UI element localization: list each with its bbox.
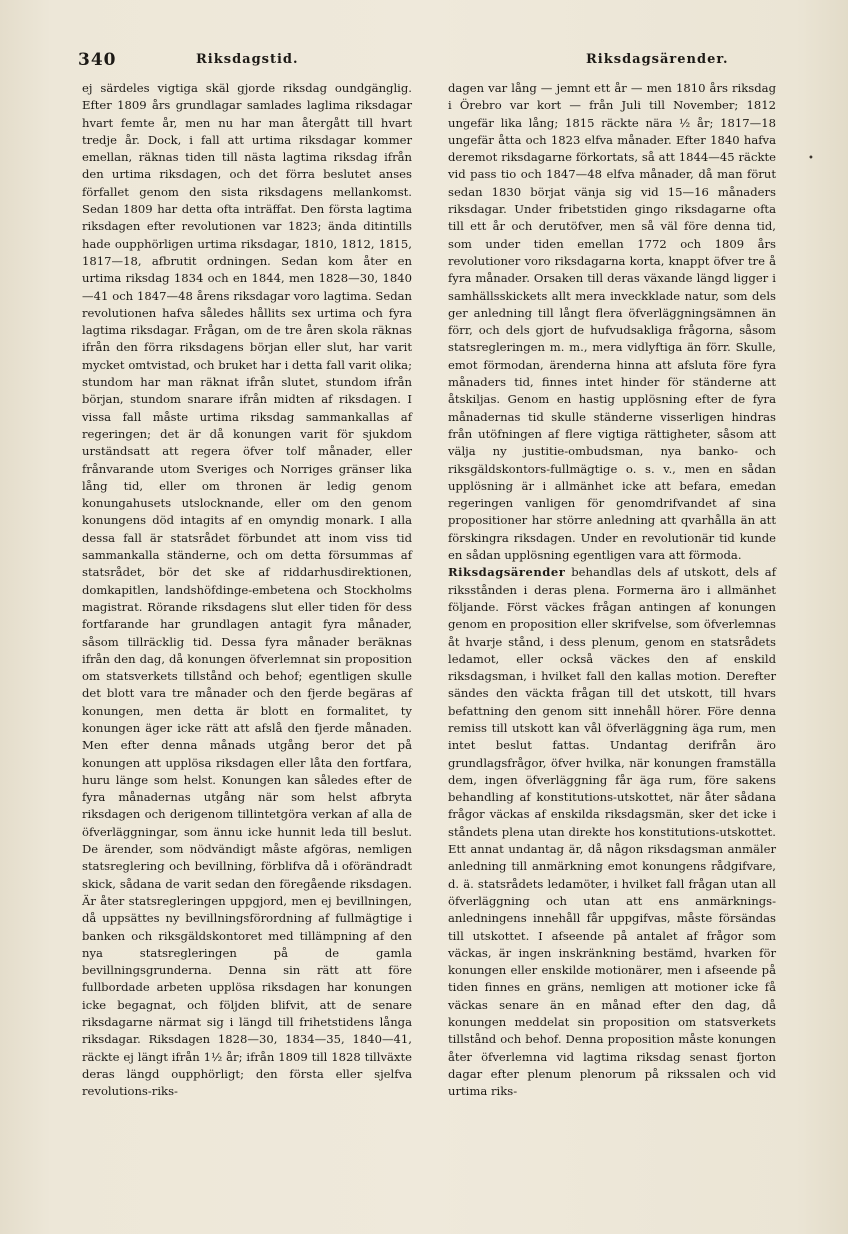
right-column-text-1: dagen var lång — jemnt ett år — men 1810 års riksdag i Örebro var kort — från Juli till November; 1812 ungefär lika lång; 1815 räckte nära ½ år; 1817—18 ungefär åtta och 1823 elfva månader. Efter 1840 hafva deremot riksdagarne förkortats, så att 1844—45 räckte vid pass tio och 1847—48 elfva månader, då man förut sedan 1830 börjat vänja sig vid 15—16 månaders riksdagar. Under fribetstiden gingo riksdagarne ofta till ett år och derutöfver, men så väl före denna tid, som under tiden emellan 1772 och 1809 års revolutioner voro riksdagarna korta, knappt öfver tre å fyra månader. Orsaken till deras växande längd ligger i samhällsskickets allt mera inveckklade natur, som dels ger anledning till långt flera öfverläggningsämnen än förr, och dels gjort de hufvudsakliga frågorna, såsom statsregleringen m. m., mera vidlyftiga än förr. Skulle, emot förmodan, ärenderna hinna att afsluta före fyra månaders tid, finnes intet hinder för ständerne att åtskiljas. Genom en hastig upplösning efter de fyra månadernas tid skulle ständerne visserligen hindras från utöfningen af flere vigtiga rättigheter, såsom att välja ny justitie-ombudsman, nya banko- och riksgäldskontors-fullmägtige o. s. v., men en sådan upplösning är i allmänhet icke att befara, emedan regeringen vanligen för genomdrifvandet af sina propositioner har större anledning att qvarhålla än att förskingra riksdagen. Under en revolutionär tid kunde en sådan upplösning egentligen vara att förmoda.	[448, 81, 776, 563]
left-column	[82, 80, 412, 1101]
left-column-text: ej särdeles vigtiga skäl gjorde riksdag oundgänglig. Efter 1809 års grundlagar samlades laglima riksdagar hvart femte år, men nu har man återgått till hvart tredje år. Dock, i fall att urtima riksdagar kommer emellan, räknas tiden till nästa lagtima riksdag ifrån den urtima riksdagen, och det förra beslutet anses förfallet genom den sista riksdagens mellankomst. Sedan 1809 har detta ofta inträffat. Den första lagtima riksdagen efter revolutionen var 1823; ända ditintills hade oupphörligen urtima riksdagar, 1810, 1812, 1815, 1817—18, afbrutit ordningen. Sedan kom åter en urtima riksdag 1834 och en 1844, men 1828—30, 1840—41 och 1847—48 årens riksdagar voro lagtima. Sedan revolutionen hafva således hållits sex urtima och fyra lagtima riksdagar. Frågan, om de tre åren skola räknas ifrån den förra riksdagens början eller slut, har varit mycket omtvistad, och bruket har i detta fall varit olika; stundom har man räknat ifrån slutet, stundom ifrån början, stundom snarare ifrån midten af riksdagen. I vissa fall måste urtima riksdag sammankallas af regeringen; det är då konungen varit för sjukdom urständsatt att regera öfver tolf månader, eller frånvarande utom Sveriges och Norriges gränser lika lång tid, eller om thronen är ledig genom konungahusets utslocknande, eller om den genom konungens död intagits af en omyndig monark. I alla dessa fall är statsrådet förbundet att inom viss tid sammankalla ständerne, och om detta försummas af statsrådet, bör det ske af riddarhusdirektionen, domkapitlen, landshöfdinge-embetena och Stockholms magistrat. Rörande riksdagens slut eller tiden för dess fortfarande har grundlagen antagit fyra månader, såsom tillräcklig tid. Dessa fyra månader beräknas ifrån den dag, då konungen öfverlemnat sin proposition om statsverkets tillstånd och behof; egentligen skulle det blott vara tre månader och den fjerde begäras af konungen, men detta är blott en formalitet, ty konungen äger icke rätt att afslå den fjerde månaden. Men efter denna månads utgång beror det på konungen att upplösa riksdagen eller låta den fortfara, huru länge som helst. Konungen kan således efter de fyra månadernas utgång när som helst afbryta riksdagen och derigenom tillintetgöra verkan af alla de öfverläggningar, som ännu icke hunnit leda till beslut. De ärender, som nödvändigt måste afgöras, nemligen statsreglering och bevillning, förblifva då i oförändradt skick, sådana de varit sedan den föregående riksdagen. Är åter statsregleringen uppgjord, men ej bevillningen, då uppsättes ny bevillningsförordning af fullmägtige i banken och riksgäldskontoret med tillämpning af den nya statsregleringen på de gamla bevillningsgrunderna. Denna sin rätt att före fullbordade arbeten upplösa riksdagen har konungen icke begagnat, och följden blifvit, att de senare riksdagarne närmat sig i längd till frihetstidens långa riksdagar. Riksdagen 1828—30, 1834—35, 1840—41, räckte ej längt ifrån 1½ år; ifrån 1809 till 1828 tillväxte deras längd oupphörligt; den första eller sjelfva revolutions-riks-	[82, 81, 412, 1099]
right-column-text-2: behandlas dels af utskott, dels af riksstånden i deras plena. Formerna äro i allmänhet följande. Först väckes frågan antingen af konungen genom en proposition eller skrifvelse, som öfverlemnas åt hvarje stånd, i dess plenum, genom en statsrådets ledamot, eller också väckes den af enskild riksdagsman, i hvilket fall den kallas motion. Derefter sändes den väckta frågan till det utskott, till hvars befattning den genom sitt innehåll hörer. Före denna remiss till utskott kan vål öfverläggning äga rum, men intet beslut fattas. Undantag derifrån äro grundlagsfrågor, öfver hvilka, när konungen framställa dem, ingen öfverläggning får äga rum, före sakens behandling af konstitutions-utskottet, när åter sådana frågor väckas af enskilda riksdagsmän, sker det icke i ståndets plena utan direkte hos konstitutions-utskottet. Ett annat undantag är, då någon riksdagsman anmäler anledning till anmärkning emot konungens rådgifvare, d. ä. statsrådets ledamöter, i hvilket fall frågan utan all öfverläggning och utan att ens anmärknings-anledningens innehåll får uppgifvas, måste försändas till utskottet. I afseende på antalet af frågor som väckas, är ingen inskränkning bestämd, hvarken för konungen eller enskilde motionärer, men i afseende på tiden finnes en gräns, nemligen att motioner icke få väckas senare än en månad efter den dag, då konungen meddelat sin proposition om statsverkets tillstånd och behof. Denna proposition måste konungen åter öfverlemna vid lagtima riksdag senast fjorton dagar efter plenum plenorum på rikssalen och vid urtima riks-	[448, 565, 776, 1099]
margin-mark: •	[808, 153, 814, 164]
right-column	[448, 80, 776, 1101]
page-header	[78, 50, 770, 72]
left-running-head: Riksdagstid.	[196, 52, 299, 67]
right-column-paragraph-2	[448, 564, 776, 1100]
page-number: 340	[78, 50, 117, 70]
lead-term: Riksdagsärender	[448, 565, 566, 580]
right-running-head: Riksdagsärender.	[586, 52, 729, 67]
